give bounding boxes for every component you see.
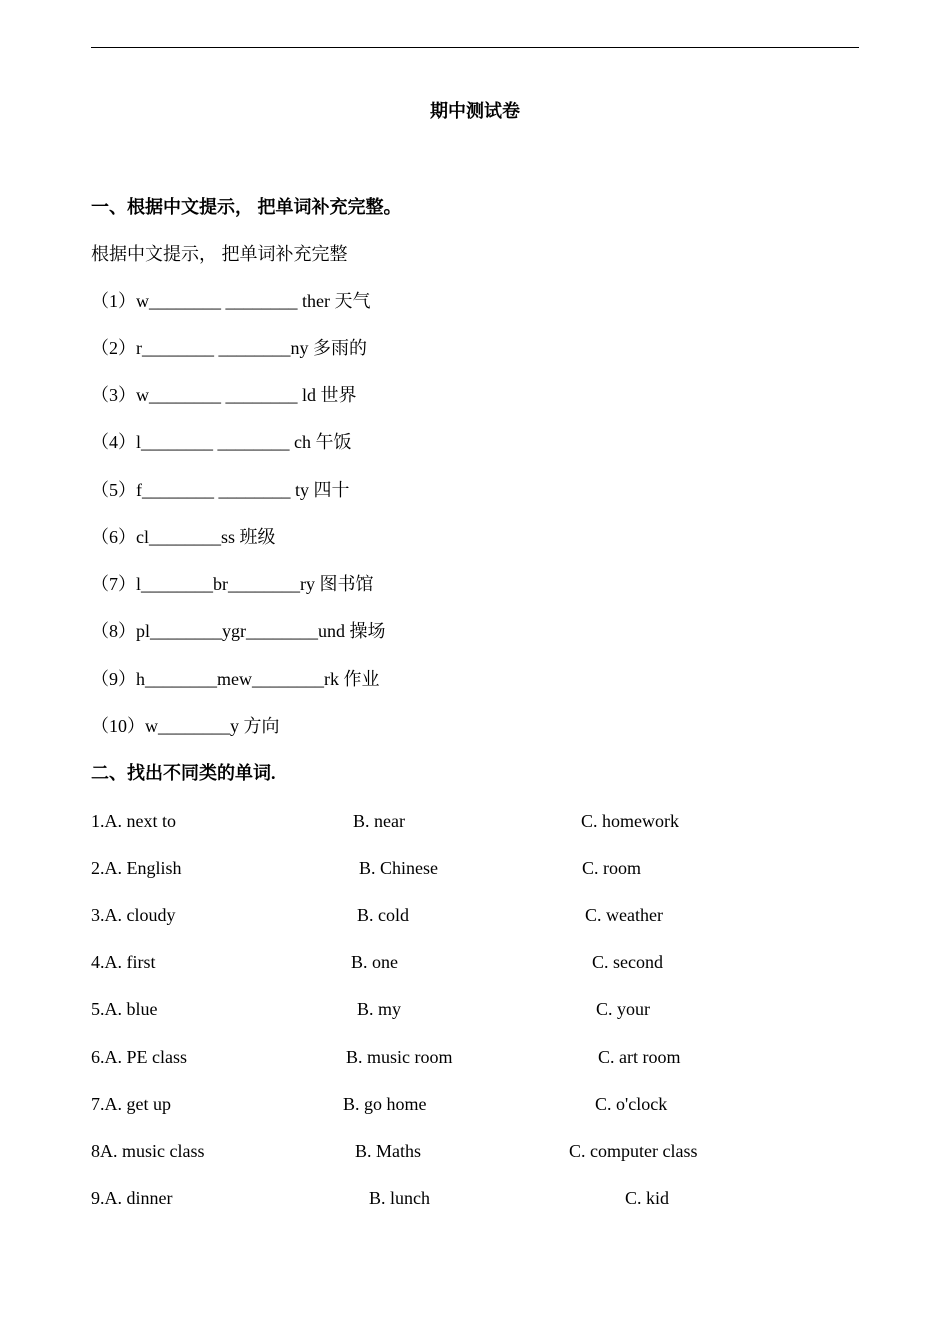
section1-instruction: 根据中文提示， 把单词补充完整 bbox=[91, 244, 348, 264]
option-a: 6.A. PE class bbox=[91, 1047, 187, 1067]
fill-item: （6）cl________ss 班级 bbox=[91, 527, 276, 547]
option-c: C. computer class bbox=[569, 1141, 698, 1161]
option-a: 8A. music class bbox=[91, 1141, 205, 1161]
section2-heading: 二、找出不同类的单词. bbox=[91, 763, 276, 783]
option-b: B. Chinese bbox=[359, 858, 438, 878]
option-b: B. Maths bbox=[355, 1141, 422, 1161]
option-b: B. lunch bbox=[369, 1188, 430, 1208]
option-a: 2.A. English bbox=[91, 858, 182, 878]
section1-heading: 一、根据中文提示， 把单词补充完整。 bbox=[91, 197, 402, 217]
option-a: 4.A. first bbox=[91, 952, 156, 972]
option-c: C. o'clock bbox=[595, 1094, 668, 1114]
option-c: C. homework bbox=[581, 811, 679, 831]
option-b: B. my bbox=[357, 999, 402, 1019]
fill-item: （9）h________mew________rk 作业 bbox=[91, 669, 380, 689]
header-rule bbox=[91, 47, 859, 48]
option-a: 7.A. get up bbox=[91, 1094, 171, 1114]
option-b: B. cold bbox=[357, 905, 409, 925]
option-c: C. room bbox=[582, 858, 642, 878]
fill-item: （3）w________ ________ ld 世界 bbox=[91, 385, 357, 405]
option-c: C. second bbox=[592, 952, 663, 972]
page-title: 期中测试卷 bbox=[430, 101, 520, 121]
option-a: 1.A. next to bbox=[91, 811, 176, 831]
fill-item: （1）w________ ________ ther 天气 bbox=[91, 291, 371, 311]
fill-item: （7）l________br________ry 图书馆 bbox=[91, 574, 374, 594]
fill-item: （8）pl________ygr________und 操场 bbox=[91, 621, 386, 641]
option-a: 3.A. cloudy bbox=[91, 905, 176, 925]
option-b: B. go home bbox=[343, 1094, 427, 1114]
option-c: C. kid bbox=[625, 1188, 670, 1208]
fill-item: （2）r________ ________ny 多雨的 bbox=[91, 338, 367, 358]
fill-item: （4）l________ ________ ch 午饭 bbox=[91, 432, 352, 452]
option-c: C. your bbox=[596, 999, 650, 1019]
option-a: 9.A. dinner bbox=[91, 1188, 173, 1208]
fill-item: （5）f________ ________ ty 四十 bbox=[91, 480, 350, 500]
option-b: B. one bbox=[351, 952, 398, 972]
fill-item: （10）w________y 方向 bbox=[91, 716, 280, 736]
option-c: C. weather bbox=[585, 905, 663, 925]
option-a: 5.A. blue bbox=[91, 999, 158, 1019]
option-b: B. near bbox=[353, 811, 405, 831]
option-b: B. music room bbox=[346, 1047, 453, 1067]
option-c: C. art room bbox=[598, 1047, 681, 1067]
